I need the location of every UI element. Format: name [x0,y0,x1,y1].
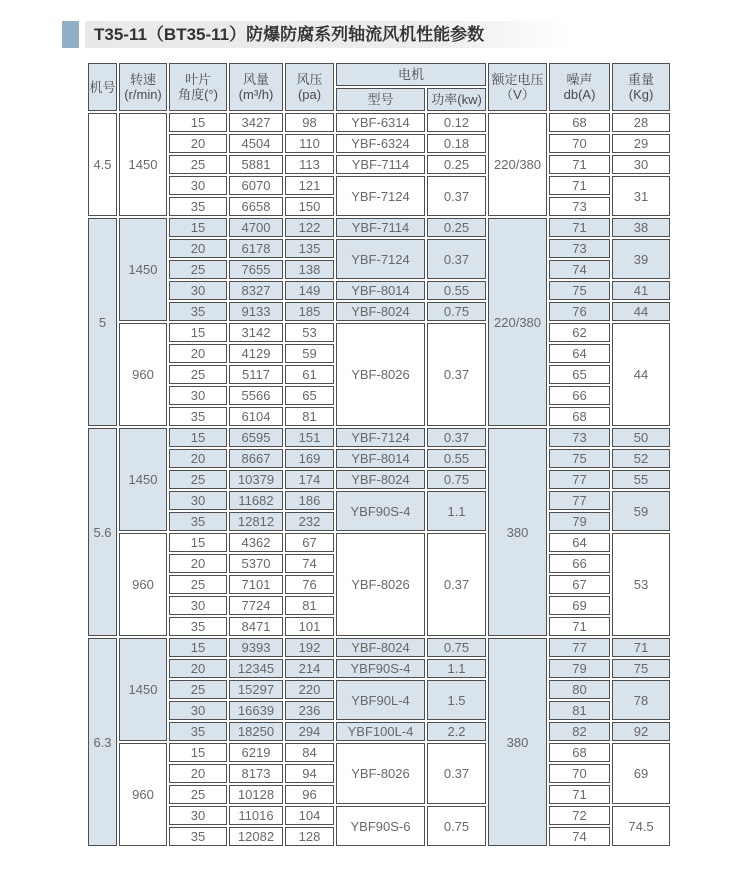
table-cell: 75 [549,281,610,300]
table-row [88,218,670,237]
table-cell: 74.5 [612,806,670,846]
table-cell: 4700 [229,218,283,237]
table-cell: 94 [285,764,334,783]
table-cell: 79 [549,659,610,678]
table-cell: YBF-6314 [336,113,425,132]
table-cell: 192 [285,638,334,657]
table-cell: 29 [612,134,670,153]
table-cell: YBF-8026 [336,323,425,426]
table-cell: 1.1 [427,491,486,531]
table-cell: 66 [549,386,610,405]
table-cell: 35 [169,617,227,636]
table-cell: YBF-8014 [336,281,425,300]
header-label: 风量 [242,72,269,87]
table-row [88,239,670,258]
table-cell: 169 [285,449,334,468]
table-cell: YBF-7124 [336,239,425,279]
table-row [88,134,670,153]
table-cell: 68 [549,113,610,132]
table-cell: 30 [169,281,227,300]
header-label: 机号 [89,79,116,95]
table-row [88,470,670,489]
table-cell: 4362 [229,533,283,552]
table-row [88,113,670,132]
table-cell: 68 [549,407,610,426]
header-cell-zhuansu [119,63,167,111]
table-row [88,680,670,699]
table-row [88,428,670,447]
header-cell-xinghao [336,88,425,111]
table-cell: 0.55 [427,281,486,300]
table-cell: 150 [285,197,334,216]
table-cell: 960 [119,323,167,426]
table-cell: 70 [549,134,610,153]
table-cell: 30 [169,491,227,510]
table-cell: 30 [169,386,227,405]
table-cell: 81 [285,596,334,615]
table-cell: 75 [612,659,670,678]
table-cell: 6070 [229,176,283,195]
table-cell: 25 [169,785,227,804]
table-cell: 8327 [229,281,283,300]
table-cell: 71 [549,218,610,237]
table-cell: 73 [549,239,610,258]
table-cell: 1.5 [427,680,486,720]
table-cell: 186 [285,491,334,510]
table-cell: YBF-7114 [336,218,425,237]
table-cell: 71 [549,785,610,804]
table-cell: 10379 [229,470,283,489]
header-label: 转速 [129,72,156,87]
table-cell: 67 [285,533,334,552]
table-cell: 0.37 [427,533,486,636]
table-cell: 92 [612,722,670,741]
header-label: 重量 [628,72,655,87]
table-cell: 65 [549,365,610,384]
table-cell: 15 [169,218,227,237]
table-cell: 4129 [229,344,283,363]
table-row [88,491,670,510]
table-cell: 18250 [229,722,283,741]
header-label: 型号 [367,92,394,107]
table-cell: 6658 [229,197,283,216]
table-cell: 135 [285,239,334,258]
table-cell: 73 [549,197,610,216]
header-cell-gonglv [427,88,486,111]
table-cell: 28 [612,113,670,132]
table-cell: 101 [285,617,334,636]
table-cell: 35 [169,407,227,426]
table-cell: 20 [169,134,227,153]
table-cell: 7724 [229,596,283,615]
table-cell: 50 [612,428,670,447]
table-cell: 35 [169,197,227,216]
table-cell: 30 [169,701,227,720]
table-cell: 77 [549,491,610,510]
table-cell: 151 [285,428,334,447]
table-cell: 20 [169,659,227,678]
table-cell: 4.5 [88,113,117,216]
table-cell: 30 [169,176,227,195]
header-label: 功率(kw) [431,92,482,107]
table-cell: 81 [549,701,610,720]
table-cell: YBF90S-4 [336,659,425,678]
table-cell: 5881 [229,155,283,174]
table-header [88,63,670,111]
table-cell: 110 [285,134,334,153]
table-cell: 74 [549,260,610,279]
table-cell: 35 [169,827,227,846]
table-cell: 12345 [229,659,283,678]
table-cell: 53 [285,323,334,342]
table-cell: 12812 [229,512,283,531]
table-cell: 71 [549,617,610,636]
table-cell: 98 [285,113,334,132]
table-cell: 77 [549,638,610,657]
table-cell: 220/380 [488,218,547,426]
table-cell: 174 [285,470,334,489]
table-cell: YBF90S-4 [336,491,425,531]
table-row [88,281,670,300]
table-cell: 64 [549,344,610,363]
table-cell: YBF-8024 [336,470,425,489]
table-cell: 9393 [229,638,283,657]
table-cell: 11682 [229,491,283,510]
table-cell: YBF-8014 [336,449,425,468]
table-cell: 76 [285,575,334,594]
table-cell: 30 [169,806,227,825]
table-cell: 232 [285,512,334,531]
header-label: 角度(°) [178,87,218,102]
header-label: 叶片 [184,72,211,87]
table-cell: 8667 [229,449,283,468]
table-cell: 236 [285,701,334,720]
table-cell: 35 [169,302,227,321]
title-bullet-icon [62,21,79,48]
table-cell: 380 [488,638,547,846]
table-cell: 44 [612,302,670,321]
table-cell: YBF-8026 [336,533,425,636]
table-cell: 15297 [229,680,283,699]
table-cell: 31 [612,176,670,216]
table-cell: 69 [549,596,610,615]
header-cell-dianji [336,63,486,86]
table-cell: 30 [169,596,227,615]
table-cell: 84 [285,743,334,762]
table-cell: 5566 [229,386,283,405]
table-cell: 0.37 [427,239,486,279]
table-cell: YBF-8024 [336,302,425,321]
page-title-row [62,21,572,48]
table-cell: YBF-8024 [336,638,425,657]
table-cell: 5117 [229,365,283,384]
table-cell: 6178 [229,239,283,258]
table-cell: 70 [549,764,610,783]
table-cell: 0.25 [427,218,486,237]
table-cell: 104 [285,806,334,825]
table-cell: 0.75 [427,638,486,657]
table-cell: 113 [285,155,334,174]
table-cell: 0.12 [427,113,486,132]
header-cell-zaosheng [549,63,610,111]
table-cell: 5370 [229,554,283,573]
table-cell: 15 [169,638,227,657]
table-cell: 52 [612,449,670,468]
table-cell: 4504 [229,134,283,153]
table-cell: 71 [549,155,610,174]
table-cell: YBF90S-6 [336,806,425,846]
table-cell: 3427 [229,113,283,132]
table-cell: 59 [612,491,670,531]
header-cell-jihao [88,63,117,111]
table-cell: 1450 [119,638,167,741]
table-cell: 1450 [119,113,167,216]
table-cell: 69 [612,743,670,804]
table-cell: 1450 [119,218,167,321]
table-cell: 25 [169,260,227,279]
spec-table [86,61,672,848]
table-cell: 20 [169,764,227,783]
table-cell: 7655 [229,260,283,279]
table-cell: 64 [549,533,610,552]
table-cell: 5 [88,218,117,426]
table-cell: 44 [612,323,670,426]
table-cell: 15 [169,533,227,552]
table-row [88,323,670,342]
table-cell: 1450 [119,428,167,531]
table-cell: 66 [549,554,610,573]
table-cell: 78 [612,680,670,720]
table-cell: 15 [169,743,227,762]
table-cell: 12082 [229,827,283,846]
table-cell: 9133 [229,302,283,321]
table-cell: 128 [285,827,334,846]
table-cell: 80 [549,680,610,699]
table-cell: 96 [285,785,334,804]
table-cell: 0.37 [427,176,486,216]
table-cell: 25 [169,365,227,384]
table-cell: 74 [285,554,334,573]
table-cell: 20 [169,554,227,573]
header-label: 额定电压 [491,72,544,87]
table-cell: 38 [612,218,670,237]
table-cell: YBF-7124 [336,176,425,216]
table-cell: 20 [169,239,227,258]
table-row [88,449,670,468]
table-row [88,638,670,657]
table-cell: 3142 [229,323,283,342]
table-cell: 149 [285,281,334,300]
table-row [88,533,670,552]
header-cell-yepian [169,63,227,111]
table-cell: 0.75 [427,806,486,846]
table-cell: 25 [169,680,227,699]
table-row [88,302,670,321]
table-cell: YBF-7124 [336,428,425,447]
header-label: 噪声 [566,72,593,87]
table-row [88,659,670,678]
table-cell: 6595 [229,428,283,447]
table-cell: 121 [285,176,334,195]
table-cell: YBF-6324 [336,134,425,153]
header-label: db(A) [563,87,596,102]
header-label: (r/min) [124,87,162,102]
table-cell: 214 [285,659,334,678]
table-cell: 220 [285,680,334,699]
table-cell: 7101 [229,575,283,594]
table-row [88,806,670,825]
table-row [88,722,670,741]
header-label: (m³/h) [238,87,274,102]
table-cell: 11016 [229,806,283,825]
table-cell: 59 [285,344,334,363]
table-cell: 74 [549,827,610,846]
table-cell: 138 [285,260,334,279]
table-cell: 2.2 [427,722,486,741]
header-cell-fengya [285,63,334,111]
table-cell: YBF100L-4 [336,722,425,741]
table-cell: 15 [169,113,227,132]
table-cell: 20 [169,449,227,468]
table-cell: 71 [612,638,670,657]
table-cell: 65 [285,386,334,405]
header-label: 电机 [398,67,425,82]
table-cell: 77 [549,470,610,489]
table-cell: 68 [549,743,610,762]
table-cell: 0.75 [427,302,486,321]
table-cell: 53 [612,533,670,636]
table-cell: 71 [549,176,610,195]
table-cell: 55 [612,470,670,489]
table-cell: 25 [169,470,227,489]
table-cell: 62 [549,323,610,342]
table-cell: 8173 [229,764,283,783]
header-cell-zhongliang [612,63,670,111]
table-cell: 67 [549,575,610,594]
table-cell: YBF90L-4 [336,680,425,720]
table-cell: 10128 [229,785,283,804]
table-cell: 6.3 [88,638,117,846]
table-cell: 8471 [229,617,283,636]
header-cell-dianya [488,63,547,111]
table-row [88,155,670,174]
table-cell: YBF-7114 [336,155,425,174]
table-cell: 79 [549,512,610,531]
table-cell: 0.37 [427,428,486,447]
table-cell: 35 [169,512,227,531]
table-cell: 30 [612,155,670,174]
table-cell: 16639 [229,701,283,720]
table-cell: 380 [488,428,547,636]
table-cell: 0.37 [427,323,486,426]
table-cell: 72 [549,806,610,825]
table-cell: 39 [612,239,670,279]
table-cell: 25 [169,155,227,174]
table-cell: 81 [285,407,334,426]
table-cell: YBF-8026 [336,743,425,804]
table-cell: 960 [119,533,167,636]
table-row [88,743,670,762]
table-cell: 20 [169,344,227,363]
table-cell: 220/380 [488,113,547,216]
header-cell-fengliang [229,63,283,111]
table-cell: 15 [169,428,227,447]
table-cell: 76 [549,302,610,321]
table-cell: 35 [169,722,227,741]
table-cell: 6104 [229,407,283,426]
table-cell: 15 [169,323,227,342]
page-title: T35-11（BT35-11）防爆防腐系列轴流风机性能参数 [85,21,572,48]
table-cell: 0.25 [427,155,486,174]
table-cell: 122 [285,218,334,237]
header-label: (pa) [297,87,322,102]
table-cell: 1.1 [427,659,486,678]
header-label: (Kg) [628,87,654,102]
header-label: 风压 [296,72,323,87]
table-cell: 61 [285,365,334,384]
table-cell: 5.6 [88,428,117,636]
table-cell: 185 [285,302,334,321]
table-cell: 0.75 [427,470,486,489]
table-row [88,176,670,195]
table-cell: 25 [169,575,227,594]
table-cell: 0.37 [427,743,486,804]
header-label: （V） [500,87,535,102]
table-body [88,113,670,846]
table-cell: 294 [285,722,334,741]
table-cell: 960 [119,743,167,846]
table-cell: 73 [549,428,610,447]
table-cell: 6219 [229,743,283,762]
table-cell: 0.18 [427,134,486,153]
table-cell: 0.55 [427,449,486,468]
table-cell: 82 [549,722,610,741]
table-cell: 41 [612,281,670,300]
table-cell: 75 [549,449,610,468]
